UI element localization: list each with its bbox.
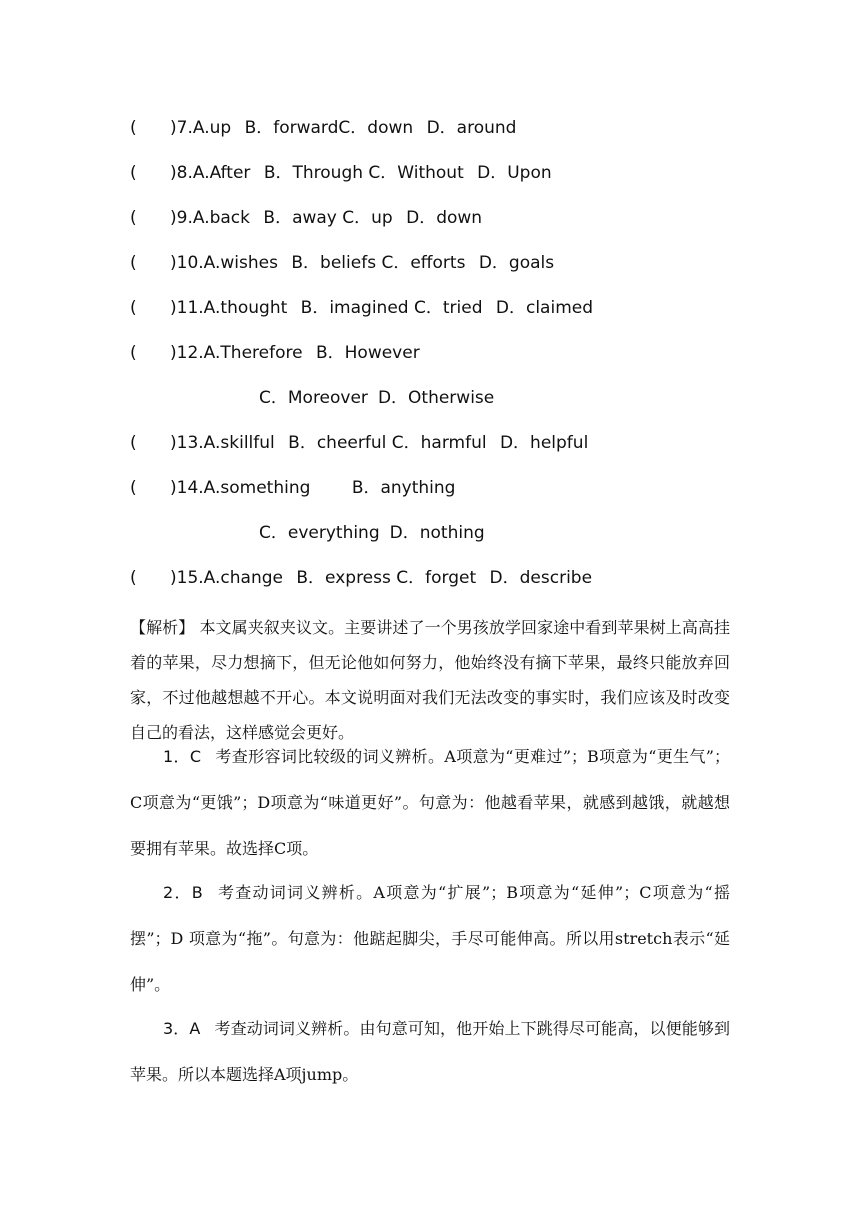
question-number: )9. bbox=[170, 208, 193, 228]
option-b: B．anything bbox=[351, 478, 456, 498]
answer-label: 2．B bbox=[163, 883, 203, 902]
answer-label: 1．C bbox=[163, 747, 202, 766]
question-14 bbox=[130, 473, 455, 503]
option-d: D．helpful bbox=[499, 433, 589, 453]
analysis-tag: 【解析】 bbox=[130, 618, 195, 637]
question-number: )10. bbox=[170, 253, 204, 273]
option-b: B．beliefs bbox=[291, 253, 377, 273]
option-c: C．harmful bbox=[391, 433, 487, 453]
answer-blank: ( bbox=[130, 433, 137, 453]
option-b: B．However bbox=[315, 343, 420, 363]
answer-blank: ( bbox=[130, 298, 137, 318]
option-b: B．Through bbox=[263, 163, 364, 183]
option-a: A.skillful bbox=[203, 433, 275, 453]
option-a: A.thought bbox=[203, 298, 288, 318]
answer-blank: ( bbox=[130, 343, 137, 363]
question-15 bbox=[130, 563, 592, 593]
question-number: )7. bbox=[170, 118, 193, 138]
question-9 bbox=[130, 203, 482, 233]
question-number: )12. bbox=[170, 343, 204, 363]
analysis-paragraph bbox=[130, 610, 730, 750]
answer-text: 考查形容词比较级的词义辨析。A项意为“更难过”；B项意为“更生气”；C项意为“更饿”；D项意为“味道更好”。句意为：他越看苹果，就感到越饿，就越想要拥有苹果。故选择C项。 bbox=[130, 747, 730, 858]
option-b: B．cheerful bbox=[288, 433, 387, 453]
option-c: C．Without bbox=[368, 163, 464, 183]
question-11 bbox=[130, 293, 593, 323]
option-a: A.change bbox=[203, 568, 283, 588]
option-d: D．describe bbox=[489, 568, 593, 588]
question-12 bbox=[130, 338, 420, 368]
answer-text: 考查动词词义辨析。由句意可知，他开始上下跳得尽可能高，以便能够到苹果。所以本题选择A项jump。 bbox=[130, 1019, 730, 1084]
question-10 bbox=[130, 248, 554, 278]
option-b: B．away bbox=[263, 208, 337, 228]
answer-text: 考查动词词义辨析。A项意为“扩展”；B项意为“延伸”；C项意为“摇摆”；D 项意为“拖”。句意为：他踮起脚尖，手尽可能伸高。所以用stretch表示“延伸”。 bbox=[130, 883, 730, 994]
question-7 bbox=[130, 113, 516, 143]
question-13 bbox=[130, 428, 588, 458]
answer-explanation-1 bbox=[130, 734, 730, 872]
option-d: D．Upon bbox=[477, 163, 552, 183]
option-d: D．around bbox=[426, 118, 517, 138]
option-d: D．nothing bbox=[389, 523, 485, 543]
question-number: )8. bbox=[170, 163, 193, 183]
option-c: C．forget bbox=[396, 568, 477, 588]
option-c: C．efforts bbox=[381, 253, 466, 273]
option-b: B．imagined bbox=[300, 298, 409, 318]
option-a: A.something bbox=[203, 478, 311, 498]
answer-blank: ( bbox=[130, 163, 137, 183]
option-a: A.up bbox=[192, 118, 232, 138]
answer-blank: ( bbox=[130, 478, 137, 498]
answer-explanation-3 bbox=[130, 1006, 730, 1098]
question-number: )13. bbox=[170, 433, 204, 453]
option-b: B．forward bbox=[244, 118, 339, 138]
option-c: C．up bbox=[342, 208, 393, 228]
option-d: D．Otherwise bbox=[377, 388, 495, 408]
question-number: )11. bbox=[170, 298, 204, 318]
answer-blank: ( bbox=[130, 118, 137, 138]
question-number: )15. bbox=[170, 568, 204, 588]
option-d: D．goals bbox=[478, 253, 555, 273]
question-12-continued bbox=[259, 383, 494, 413]
option-a: A.back bbox=[192, 208, 250, 228]
option-c: C．tried bbox=[413, 298, 483, 318]
question-8 bbox=[130, 158, 552, 188]
option-a: A.Therefore bbox=[203, 343, 303, 363]
answer-blank: ( bbox=[130, 253, 137, 273]
question-14-continued bbox=[259, 518, 485, 548]
option-a: A.After bbox=[192, 163, 251, 183]
answer-blank: ( bbox=[130, 208, 137, 228]
option-d: D．down bbox=[406, 208, 483, 228]
option-a: A.wishes bbox=[203, 253, 278, 273]
option-c: C．down bbox=[338, 118, 414, 138]
analysis-text: 本文属夹叙夹议文。主要讲述了一个男孩放学回家途中看到苹果树上高高挂着的苹果，尽力想摘下，但无论他如何努力，他始终没有摘下苹果，最终只能放弃回家，不过他越想越不开心。本文说明面对我们无法改变的事实时，我们应该及时改变自己的看法，这样感觉会更好。 bbox=[130, 618, 730, 742]
answer-label: 3．A bbox=[163, 1019, 201, 1038]
option-c: C．everything bbox=[259, 523, 380, 543]
option-c: C．Moreover bbox=[259, 388, 368, 408]
answer-blank: ( bbox=[130, 568, 137, 588]
question-number: )14. bbox=[170, 478, 204, 498]
option-b: B．express bbox=[296, 568, 391, 588]
answer-explanation-2 bbox=[130, 870, 730, 1008]
option-d: D．claimed bbox=[495, 298, 594, 318]
